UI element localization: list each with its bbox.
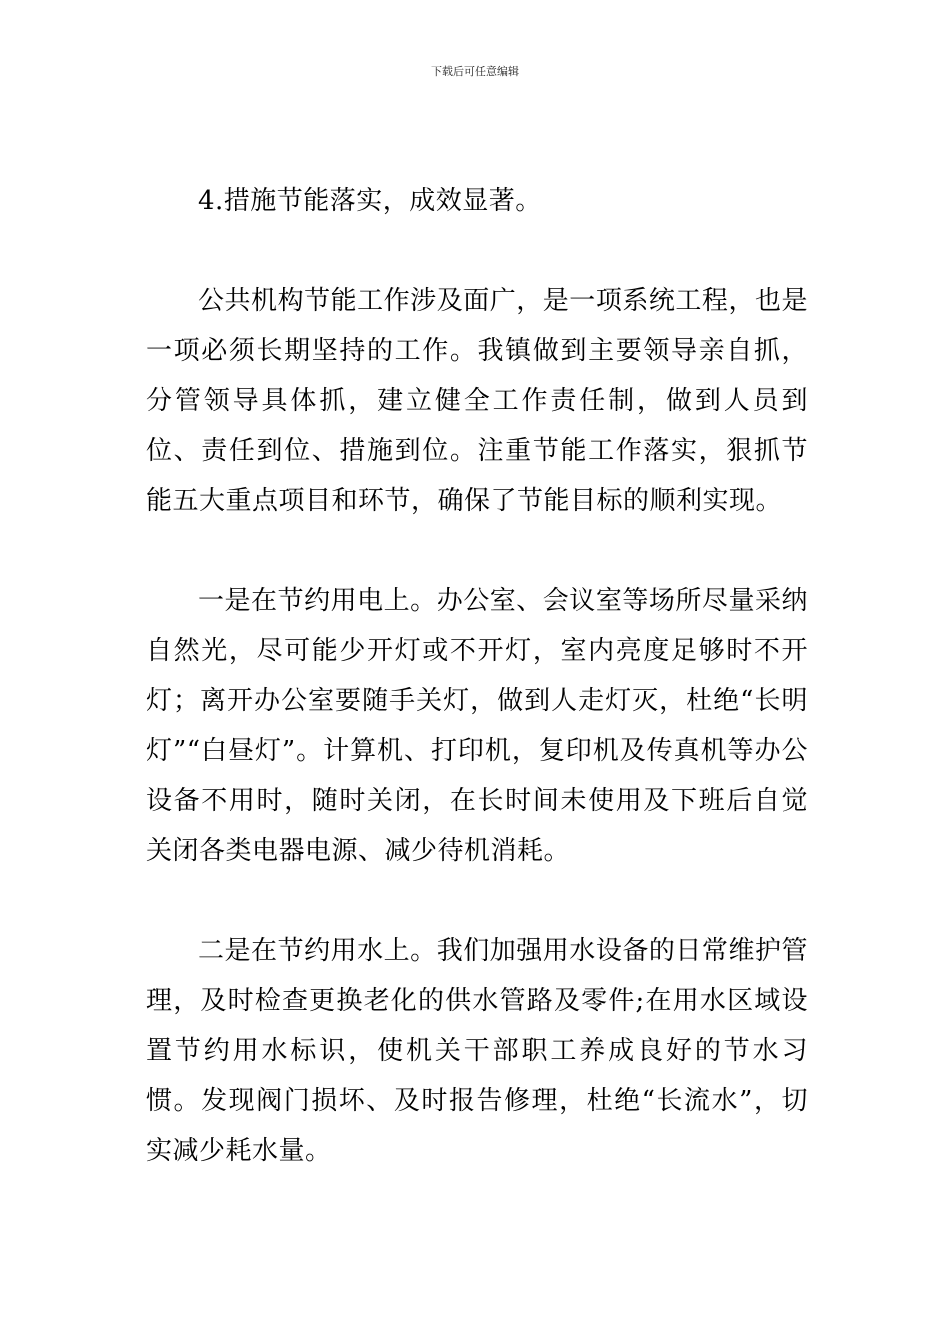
body-paragraph: 二是在节约用水上。我们加强用水设备的日常维护管理，及时检查更换老化的供水管路及零件;在用水区域设置节约用水标识，使机关干部职工养成良好的节水习惯。发现阀门损坏、及时报告修理，杜绝“长流水”，切实减少耗水量。 [146, 936, 808, 1166]
section-heading: 4.措施节能落实，成效显著。 [198, 186, 542, 216]
body-paragraph: 公共机构节能工作涉及面广，是一项系统工程，也是一项必须长期坚持的工作。我镇做到主要领导亲自抓，分管领导具体抓，建立健全工作责任制，做到人员到位、责任到位、措施到位。注重节能工作落实，狠抓节能五大重点项目和环节，确保了节能目标的顺利实现。 [146, 286, 808, 516]
page-header-note: 下载后可任意编辑 [431, 65, 519, 78]
body-paragraph: 一是在节约用电上。办公室、会议室等场所尽量采纳自然光，尽可能少开灯或不开灯，室内亮度足够时不开灯；离开办公室要随手关灯，做到人走灯灭，杜绝“长明灯”“白昼灯”。计算机、打印机，复印机及传真机等办公设备不用时，随时关闭，在长时间未使用及下班后自觉关闭各类电器电源、减少待机消耗。 [146, 586, 808, 866]
document-body [146, 176, 808, 1176]
